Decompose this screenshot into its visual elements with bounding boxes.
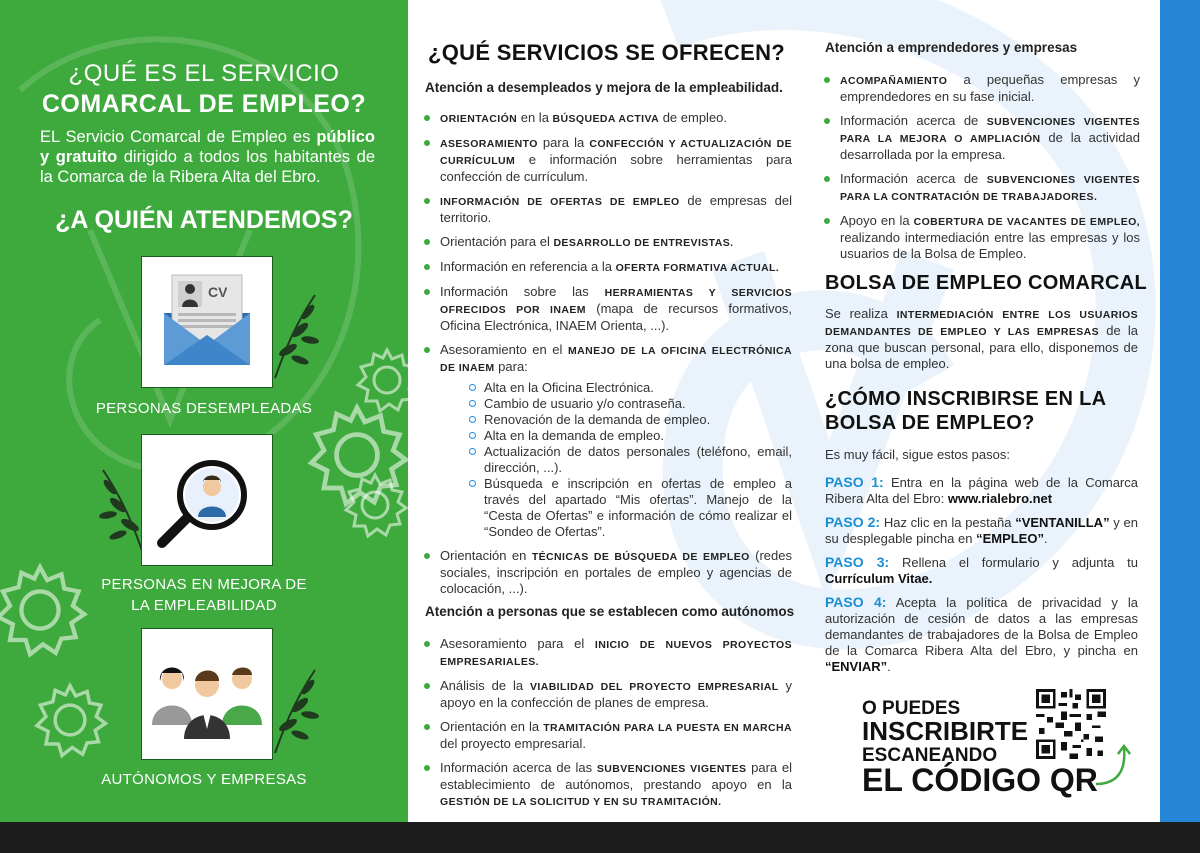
business-people-icon <box>142 629 272 759</box>
card-employability-label-1: PERSONAS EN MEJORA DE <box>101 576 307 593</box>
step-4: PASO 4: Acepta la política de privacidad y la autorización de cesión de datos a las empresas demandantes de trabajadores de la Bolsa de Empleo de la Comarca Ribera Alta del Ebro, y pincha en “ENVIAR”. <box>825 594 1138 674</box>
list-item: Información acerca de SUBVENCIONES VIGENTES PARA LA MEJORA O AMPLIACIÓN de la actividad desarrollada por la empresa. <box>822 113 1140 163</box>
list-item: ORIENTACIÓN en la BÚSQUEDA ACTIVA de empleo. <box>422 110 792 127</box>
list-item: Apoyo en la COBERTURA DE VACANTES DE EMPLEO, realizando intermediación entre las empresas y los usuarios de la Bolsa de Empleo. <box>822 213 1140 262</box>
qr-text-line1: O PUEDES <box>862 698 961 719</box>
list-item: ACOMPAÑAMIENTO a pequeñas empresas y emprendedores en su fase inicial. <box>822 72 1140 105</box>
list-item: INFORMACIÓN DE OFERTAS DE EMPLEO de empresas del territorio. <box>422 193 792 226</box>
left-title-line2: COMARCAL DE EMPLEO? <box>41 90 367 118</box>
enterprise-column <box>808 0 1160 822</box>
services-title: ¿QUÉ SERVICIOS SE OFRECEN? <box>428 40 786 65</box>
section-unemployed-head: Atención a desempleados y mejora de la empleabilidad. <box>425 80 783 95</box>
section-selfemployed-head: Atención a personas que se establecen como autónomos <box>425 604 795 619</box>
list-item: Asesoramiento en el MANEJO DE LA OFICINA ELECTRÓNICA DE INAEM para: Alta en la Oficina Electrónica. Cambio de usuario y/o contraseña. Renovación de la demanda de empleo. Alta en la demanda de empleo. Actualización de datos personales (teléfono, email, dirección, ...). Búsqueda e inscripción en ofertas de empleo a través del apartado “Mis ofertas”. Manejo de la “Cesta de Ofertas” e información de cómo realizar el “Sondeo de Ofertas”. <box>422 342 792 540</box>
left-intro: EL Servicio Comarcal de Empleo es público y gratuito dirigido a todos los habitantes de la Comarca de la Ribera Alta del Ebro. <box>40 128 375 186</box>
how-title-line2: BOLSA DE EMPLEO? <box>825 412 1035 434</box>
gear-icon <box>30 680 110 760</box>
office-sublist <box>440 380 792 540</box>
cv-envelope-icon <box>142 257 272 387</box>
card-employability <box>141 434 273 566</box>
list-item: Asesoramiento para el INICIO DE NUEVOS PROYECTOS EMPRESARIALES. <box>422 636 792 670</box>
card-business <box>141 628 273 760</box>
list-item: Información en referencia a la OFERTA FORMATIVA ACTUAL. <box>422 259 792 276</box>
magnifier-person-icon <box>142 435 272 565</box>
card-employability-label-2: LA EMPLEABILIDAD <box>131 597 277 614</box>
arrow-up-icon <box>1088 740 1138 790</box>
cv-label: CV <box>208 284 228 300</box>
services-column <box>408 0 808 822</box>
step-2: PASO 2: Haz clic en la pestaña “VENTANILLA” y en su desplegable pincha en “EMPLEO”. <box>825 514 1138 546</box>
how-title-line1: ¿CÓMO INSCRIBIRSE EN LA <box>825 388 1107 410</box>
enterprise-head: Atención a emprendedores y empresas <box>825 40 1078 55</box>
footer-bar <box>0 822 1200 853</box>
sub-list-item: Actualización de datos personales (teléfono, email, dirección, ...). <box>468 444 792 476</box>
list-item: Orientación para el DESARROLLO DE ENTREVISTAS. <box>422 234 792 251</box>
blue-side-bar <box>1160 0 1200 822</box>
step-3: PASO 3: Rellena el formulario y adjunta tu Currículum Vitae. <box>825 554 1138 586</box>
sub-list-item: Cambio de usuario y/o contraseña. <box>468 396 792 412</box>
bolsa-title: BOLSA DE EMPLEO COMARCAL <box>825 272 1148 294</box>
list-item: Orientación en TÉCNICAS DE BÚSQUEDA DE EMPLEO (redes sociales, inscripción en portales de empleo y agencias de colocación, ...). <box>422 548 792 597</box>
card-business-label: AUTÓNOMOS Y EMPRESAS <box>101 771 307 788</box>
qr-text-line2: INSCRIBIRTE <box>862 716 1029 746</box>
enterprise-services-list <box>822 72 1140 270</box>
sub-list-item: Alta en la demanda de empleo. <box>468 428 792 444</box>
easy-text: Es muy fácil, sigue estos pasos: <box>825 447 1010 462</box>
list-item: Análisis de la VIABILIDAD DEL PROYECTO EMPRESARIAL y apoyo en la confección de planes de empresa. <box>422 678 792 711</box>
sub-list-item: Renovación de la demanda de empleo. <box>468 412 792 428</box>
card-unemployed-label: PERSONAS DESEMPLEADAS <box>95 400 313 417</box>
left-title-line1: ¿QUÉ ES EL SERVICIO <box>68 60 340 87</box>
list-item: Información sobre las HERRAMIENTAS Y SERVICIOS OFRECIDOS POR INAEM (mapa de recursos formativos, Oficina Electrónica, INAEM Orienta, ...). <box>422 284 792 334</box>
list-item: Información acerca de las SUBVENCIONES VIGENTES para el establecimiento de autónomos, prestando apoyo en la GESTIÓN DE LA SOLICITUD Y EN SU TRAMITACIÓN. <box>422 760 792 810</box>
qr-text-line3: ESCANEANDO <box>862 745 998 766</box>
bolsa-text: Se realiza INTERMEDIACIÓN ENTRE LOS USUARIOS DEMANDANTES DE EMPLEO Y LAS EMPRESAS de la zona que buscan personal, para ello, disponemos de una bolsa de empleo. <box>825 306 1138 371</box>
leaf-branch-icon <box>270 290 320 380</box>
card-unemployed <box>141 256 273 388</box>
step-1: PASO 1: Entra en la página web de la Comarca Ribera Alta del Ebro: www.rialebro.net <box>825 474 1138 506</box>
list-item: ASESORAMIENTO para la CONFECCIÓN Y ACTUALIZACIÓN DE CURRÍCULUM e información sobre herramientas para confección de currículum. <box>422 135 792 185</box>
who-title: ¿A QUIÉN ATENDEMOS? <box>55 206 353 234</box>
sub-list-item: Alta en la Oficina Electrónica. <box>468 380 792 396</box>
qr-text-line4: EL CÓDIGO QR <box>862 762 1098 798</box>
sub-list-item: Búsqueda e inscripción en ofertas de empleo a través del apartado “Mis ofertas”. Manejo de la “Cesta de Ofertas” e información de cómo realizar el “Sondeo de Ofertas”. <box>468 476 792 540</box>
leaf-branch-icon <box>270 665 320 755</box>
selfemployed-services-list <box>422 636 792 818</box>
gear-icon <box>340 470 408 540</box>
left-panel <box>0 0 408 822</box>
list-item: Orientación en la TRAMITACIÓN PARA LA PUESTA EN MARCHA del proyecto empresarial. <box>422 719 792 752</box>
list-item: Información acerca de SUBVENCIONES VIGENTES PARA LA CONTRATACIÓN DE TRABAJADORES. <box>822 171 1140 205</box>
unemployed-services-list <box>422 110 792 605</box>
